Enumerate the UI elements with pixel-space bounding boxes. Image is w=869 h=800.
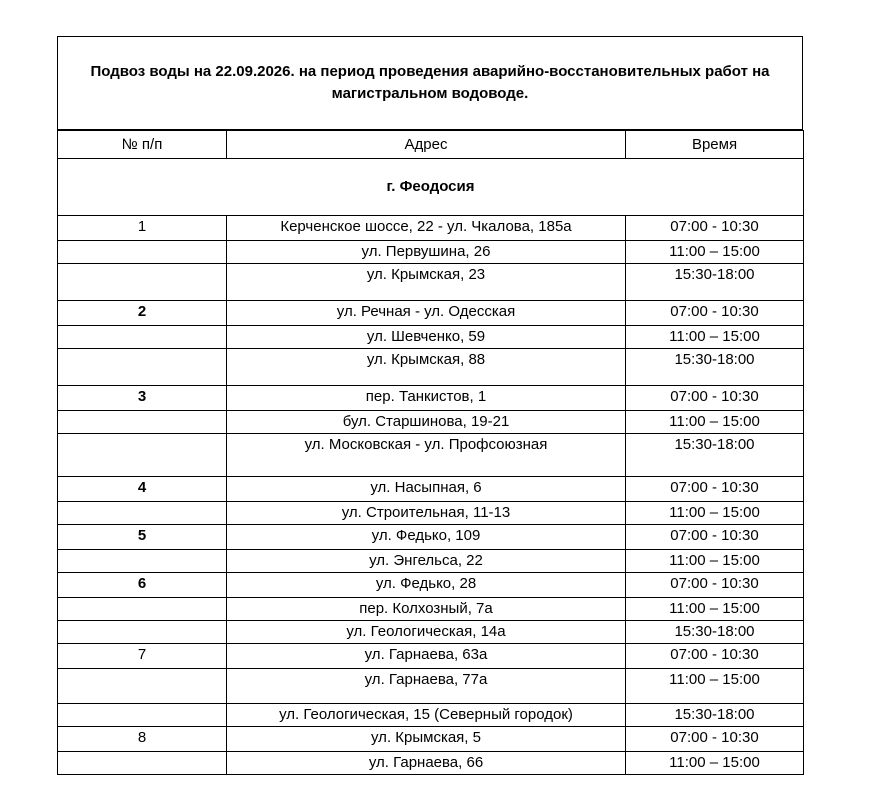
row-time: 07:00 - 10:30 [626, 525, 804, 550]
row-time: 07:00 - 10:30 [626, 216, 804, 241]
table-row [58, 573, 804, 598]
row-number [58, 704, 227, 727]
document [57, 36, 803, 775]
row-address: пер. Колхозный, 7а [227, 598, 626, 621]
city-name: г. Феодосия [58, 159, 804, 216]
row-address: ул. Геологическая, 14а [227, 621, 626, 644]
row-time: 11:00 – 15:00 [626, 669, 804, 704]
row-address: ул. Федько, 109 [227, 525, 626, 550]
row-address: ул. Федько, 28 [227, 573, 626, 598]
row-address: ул. Первушина, 26 [227, 241, 626, 264]
row-address: ул. Насыпная, 6 [227, 477, 626, 502]
row-time: 11:00 – 15:00 [626, 550, 804, 573]
row-address: ул. Речная - ул. Одесская [227, 301, 626, 326]
table-row [58, 241, 804, 264]
table-row [58, 477, 804, 502]
column-header-address: Адрес [227, 131, 626, 159]
table-row [58, 550, 804, 573]
table-header-row [58, 131, 804, 159]
table-row [58, 704, 804, 727]
row-time: 15:30-18:00 [626, 704, 804, 727]
table-row [58, 502, 804, 525]
row-number [58, 621, 227, 644]
water-schedule-table [57, 130, 804, 775]
row-number: 7 [58, 644, 227, 669]
table-row [58, 349, 804, 386]
row-number: 1 [58, 216, 227, 241]
table-row [58, 727, 804, 752]
row-time: 15:30-18:00 [626, 434, 804, 477]
table-row [58, 326, 804, 349]
table-row [58, 216, 804, 241]
row-number [58, 502, 227, 525]
row-address: ул. Геологическая, 15 (Северный городок) [227, 704, 626, 727]
row-address: ул. Крымская, 5 [227, 727, 626, 752]
row-number [58, 434, 227, 477]
row-address: ул. Гарнаева, 66 [227, 752, 626, 775]
row-address: ул. Крымская, 23 [227, 264, 626, 301]
row-time: 15:30-18:00 [626, 621, 804, 644]
row-number [58, 598, 227, 621]
row-time: 11:00 – 15:00 [626, 411, 804, 434]
row-address: ул. Строительная, 11-13 [227, 502, 626, 525]
row-address: Керченское шоссе, 22 - ул. Чкалова, 185а [227, 216, 626, 241]
row-number [58, 349, 227, 386]
row-number: 6 [58, 573, 227, 598]
table-row [58, 411, 804, 434]
document-title: Подвоз воды на 22.09.2026. на период проведения аварийно-восстановительных работ на магистральном водоводе. [57, 36, 803, 130]
row-address: бул. Старшинова, 19-21 [227, 411, 626, 434]
row-time: 07:00 - 10:30 [626, 727, 804, 752]
row-number [58, 669, 227, 704]
row-number [58, 264, 227, 301]
row-address: пер. Танкистов, 1 [227, 386, 626, 411]
table-row [58, 598, 804, 621]
row-time: 11:00 – 15:00 [626, 502, 804, 525]
row-time: 11:00 – 15:00 [626, 326, 804, 349]
row-time: 07:00 - 10:30 [626, 644, 804, 669]
table-row [58, 644, 804, 669]
row-address: ул. Гарнаева, 63а [227, 644, 626, 669]
table-row [58, 621, 804, 644]
table-row [58, 264, 804, 301]
row-number: 3 [58, 386, 227, 411]
row-time: 07:00 - 10:30 [626, 573, 804, 598]
row-time: 15:30-18:00 [626, 264, 804, 301]
table-row [58, 669, 804, 704]
row-address: ул. Шевченко, 59 [227, 326, 626, 349]
row-time: 11:00 – 15:00 [626, 241, 804, 264]
row-address: ул. Энгельса, 22 [227, 550, 626, 573]
row-number: 5 [58, 525, 227, 550]
row-address: ул. Московская - ул. Профсоюзная [227, 434, 626, 477]
row-time: 07:00 - 10:30 [626, 301, 804, 326]
row-address: ул. Крымская, 88 [227, 349, 626, 386]
row-number [58, 411, 227, 434]
table-row [58, 434, 804, 477]
row-number: 4 [58, 477, 227, 502]
column-header-time: Время [626, 131, 804, 159]
row-number: 2 [58, 301, 227, 326]
row-number [58, 752, 227, 775]
row-address: ул. Гарнаева, 77а [227, 669, 626, 704]
row-time: 11:00 – 15:00 [626, 598, 804, 621]
row-number [58, 241, 227, 264]
column-header-number: № п/п [58, 131, 227, 159]
table-row [58, 386, 804, 411]
row-time: 07:00 - 10:30 [626, 477, 804, 502]
city-row [58, 159, 804, 216]
row-time: 15:30-18:00 [626, 349, 804, 386]
row-time: 11:00 – 15:00 [626, 752, 804, 775]
table-row [58, 301, 804, 326]
row-time: 07:00 - 10:30 [626, 386, 804, 411]
table-row [58, 752, 804, 775]
row-number: 8 [58, 727, 227, 752]
row-number [58, 326, 227, 349]
table-row [58, 525, 804, 550]
row-number [58, 550, 227, 573]
